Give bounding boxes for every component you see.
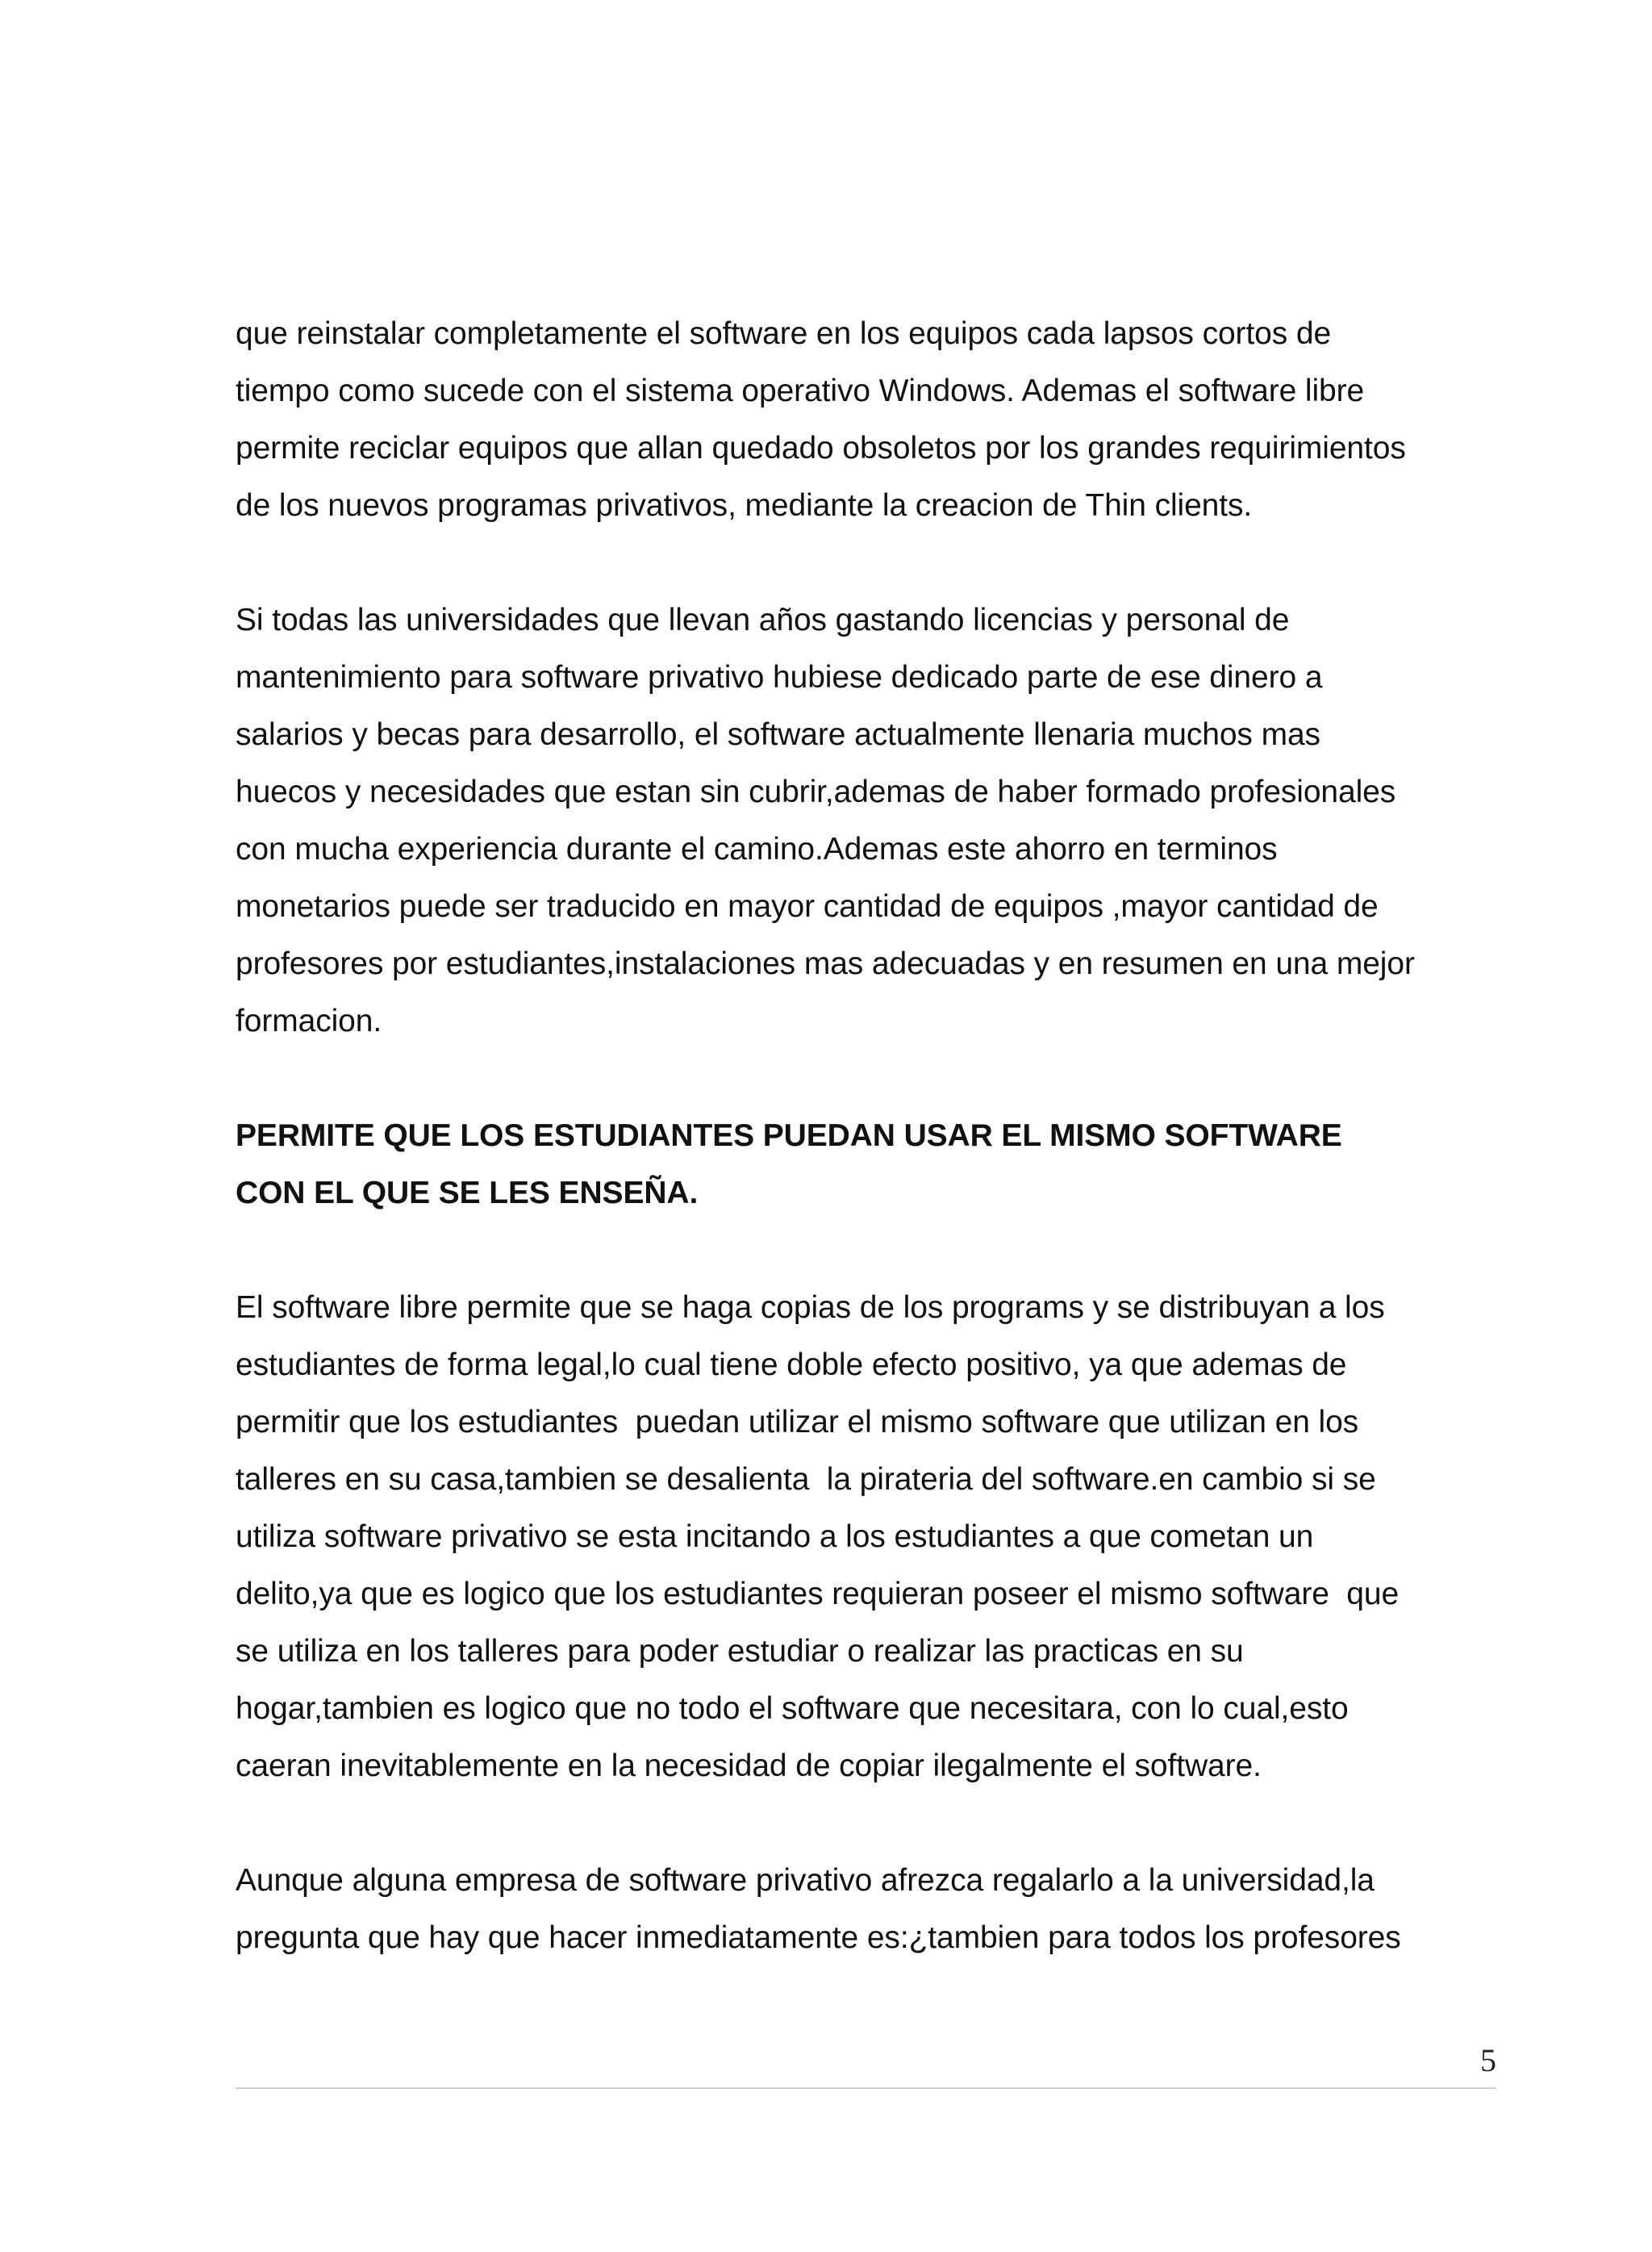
text-line: formacion. [236, 1004, 382, 1038]
page-body [236, 305, 1502, 1966]
paragraph-free-offer [236, 1852, 1502, 1966]
text-line: caeran inevitablemente en la necesidad de copiar ilegalmente el software. [236, 1749, 1262, 1783]
text-line: permite reciclar equipos que allan quedado obsoletos por los grandes requirimientos [236, 431, 1406, 466]
text-line: permitir que los estudiantes puedan utilizar el mismo software que utilizan en los [236, 1405, 1359, 1439]
paragraph-spacer [236, 1794, 1502, 1852]
paragraph-university-savings [236, 591, 1502, 1050]
text-line: talleres en su casa,tambien se desalienta la pirateria del software.en cambio si se [236, 1462, 1376, 1497]
text-line: tiempo como sucede con el sistema operativo Windows. Ademas el software libre [236, 374, 1365, 408]
text-line: huecos y necesidades que estan sin cubrir,ademas de haber formado profesionales [236, 775, 1396, 809]
paragraph-spacer [236, 1050, 1502, 1107]
text-line: con mucha experiencia durante el camino.Ademas este ahorro en terminos [236, 832, 1278, 867]
text-line: El software libre permite que se haga copias de los programs y se distribuyan a los [236, 1290, 1385, 1325]
text-line: hogar,tambien es logico que no todo el software que necesitara, con lo cual,esto [236, 1691, 1349, 1726]
text-line: profesores por estudiantes,instalaciones mas adecuadas y en resumen en una mejor [236, 946, 1415, 981]
text-line: utiliza software privativo se esta incitando a los estudiantes a que cometan un [236, 1519, 1314, 1554]
text-line: Si todas las universidades que llevan años gastando licencias y personal de [236, 603, 1290, 637]
text-line: monetarios puede ser traducido en mayor cantidad de equipos ,mayor cantidad de [236, 889, 1379, 924]
text-line: que reinstalar completamente el software en los equipos cada lapsos cortos de [236, 316, 1332, 351]
text-line: salarios y becas para desarrollo, el software actualmente llenaria muchos mas [236, 717, 1320, 752]
paragraph-spacer [236, 534, 1502, 591]
text-line: se utiliza en los talleres para poder estudiar o realizar las practicas en su [236, 1634, 1244, 1669]
paragraph-hardware-reuse [236, 305, 1502, 534]
paragraph-student-copies [236, 1279, 1502, 1794]
heading-line: PERMITE QUE LOS ESTUDIANTES PUEDAN USAR EL MISMO SOFTWARE [236, 1118, 1342, 1153]
heading-line: CON EL QUE SE LES ENSEÑA. [236, 1176, 699, 1210]
text-line: delito,ya que es logico que los estudiantes requieran poseer el mismo software que [236, 1577, 1400, 1611]
text-line: mantenimiento para software privativo hubiese dedicado parte de ese dinero a [236, 660, 1323, 695]
paragraph-spacer [236, 1222, 1502, 1279]
page-number: 5 [1480, 2042, 1496, 2079]
text-line: de los nuevos programas privativos, mediante la creacion de Thin clients. [236, 488, 1253, 523]
footer-divider [236, 2087, 1496, 2089]
text-line: estudiantes de forma legal,lo cual tiene doble efecto positivo, ya que ademas de [236, 1347, 1347, 1382]
text-line: pregunta que hay que hacer inmediatamente es:¿tambien para todos los profesores [236, 1920, 1401, 1955]
section-heading [236, 1107, 1502, 1222]
text-line: Aunque alguna empresa de software privativo afrezca regalarlo a la universidad,la [236, 1863, 1375, 1898]
